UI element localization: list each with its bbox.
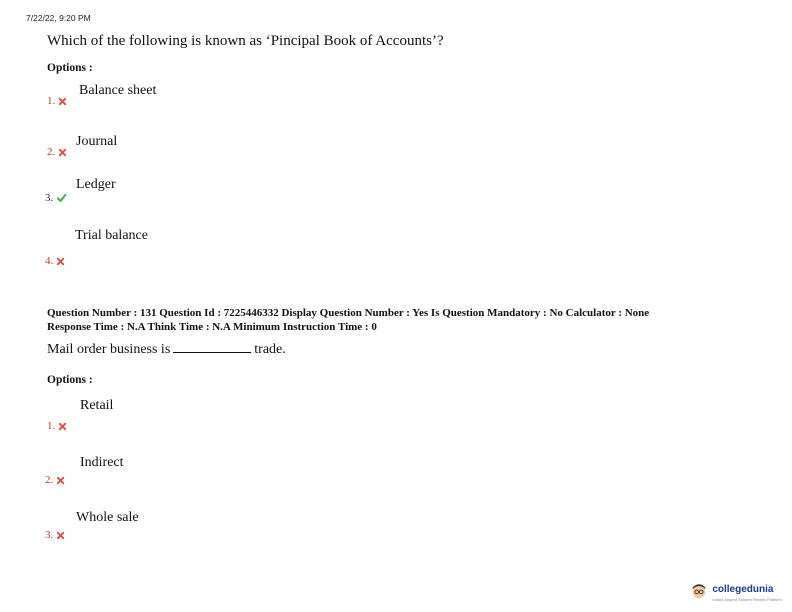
- q1-option-3-number: 3.: [45, 192, 67, 204]
- brand-tagline: India's largest Student Review Platform: [712, 597, 782, 602]
- wrong-cross-icon: [56, 531, 65, 540]
- question-2-text: Mail order business is trade.: [47, 342, 286, 357]
- q2-option-3-label: Whole sale: [76, 510, 139, 525]
- q1-option-1-number: 1.: [47, 95, 67, 107]
- q1-option-4-number: 4.: [45, 255, 65, 267]
- correct-check-icon: [56, 193, 67, 203]
- brand-name: collegedunia: [712, 584, 774, 595]
- q2-option-3-number: 3.: [45, 529, 65, 541]
- answer-blank: [173, 340, 251, 353]
- q2-option-1-number: 1.: [47, 420, 67, 432]
- wrong-cross-icon: [58, 422, 67, 431]
- q1-option-2-label: Journal: [76, 134, 118, 149]
- q1-option-1-label: Balance sheet: [79, 83, 157, 98]
- q1-option-2-number: 2.: [47, 146, 67, 158]
- question-2-meta-line-2: Response Time : N.A Think Time : N.A Minimum Instruction Time : 0: [47, 321, 377, 333]
- question-1-text: Which of the following is known as ‘Pincipal Book of Accounts’?: [47, 33, 444, 49]
- brand-logo: [690, 579, 782, 602]
- q2-option-2-label: Indirect: [80, 455, 124, 470]
- q2-option-2-number: 2.: [45, 474, 65, 486]
- question-1-options-heading: Options :: [47, 62, 93, 74]
- wrong-cross-icon: [56, 257, 65, 266]
- q2-option-1-label: Retail: [80, 398, 114, 413]
- mascot-icon: [690, 582, 708, 600]
- wrong-cross-icon: [58, 148, 67, 157]
- wrong-cross-icon: [56, 476, 65, 485]
- question-2-meta-line-1: Question Number : 131 Question Id : 7225446332 Display Question Number : Yes Is Question Mandatory : No Calculator : None: [47, 307, 650, 319]
- print-timestamp: 7/22/22, 9:20 PM: [26, 13, 91, 23]
- q1-option-3-label: Ledger: [76, 177, 116, 192]
- question-2-options-heading: Options :: [47, 374, 93, 386]
- wrong-cross-icon: [58, 97, 67, 106]
- q1-option-4-label: Trial balance: [75, 228, 148, 243]
